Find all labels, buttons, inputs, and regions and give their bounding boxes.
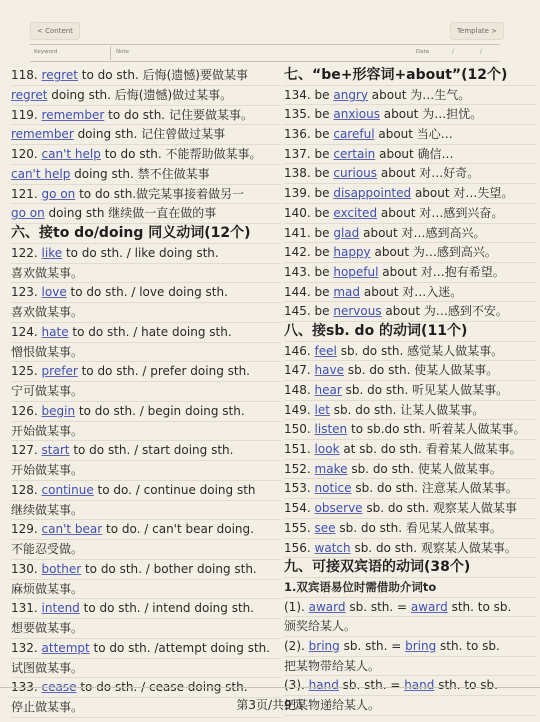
line-text: to do sth. / intend doing sth.: [79, 601, 255, 616]
note-line: [284, 125, 536, 145]
line-text: 145. be: [284, 304, 334, 319]
underlined-term: hear: [314, 383, 342, 397]
note-line: [11, 659, 281, 679]
line-text: about 当心…: [374, 127, 453, 142]
underlined-term: remember: [11, 127, 74, 142]
note-line: [11, 303, 281, 323]
line-text: 142. be: [284, 245, 334, 260]
note-line: [284, 460, 536, 480]
note-line: [11, 106, 281, 126]
line-text: 不能忍受做。: [11, 542, 84, 556]
underlined-term: hopeful: [333, 264, 379, 279]
note-line: [284, 519, 536, 539]
line-text: sb. do sth. 注意某人做某事。: [351, 481, 518, 496]
underlined-term: love: [41, 285, 67, 300]
line-text: to do sth. 不能帮助做某事。: [100, 147, 262, 161]
line-text: about 对…感到兴奋。: [377, 205, 504, 220]
line-text: 125.: [11, 364, 42, 379]
note-line: [11, 402, 281, 422]
line-text: 154.: [284, 501, 315, 516]
note-line: [284, 164, 536, 184]
underlined-term: can't help: [11, 166, 71, 181]
template-nav-button[interactable]: Template >: [450, 22, 504, 40]
line-text: to do sth. / like doing sth.: [62, 245, 219, 260]
line-text: doing sth 继续做一直在做的事: [44, 206, 217, 221]
underlined-term: hand: [404, 678, 435, 693]
line-text: sb. sth. =: [338, 678, 405, 693]
section-heading: [284, 558, 536, 578]
note-line: [284, 243, 536, 263]
line-text: 八、接sb. do 的动词(11个): [284, 322, 468, 339]
note-line: [284, 105, 536, 125]
date-separator: /: [480, 49, 482, 55]
note-line: [284, 184, 536, 204]
line-text: sb. sth. =: [345, 599, 411, 614]
line-text: to do sth. / bother doing sth.: [81, 561, 257, 576]
note-line: [11, 619, 281, 639]
line-text: sb. do sth. 让某人做某事。: [329, 402, 485, 417]
note-line: [11, 461, 281, 481]
line-text: 试图做某事。: [11, 660, 84, 675]
left-column: [11, 66, 281, 718]
underlined-term: listen: [314, 422, 348, 437]
underlined-term: prefer: [41, 364, 78, 379]
note-line: [11, 599, 281, 619]
line-text: about 对…好奇。: [377, 166, 480, 181]
line-text: to do sth. / prefer doing sth.: [77, 364, 250, 379]
line-text: 120.: [11, 147, 42, 161]
line-text: about 对…感到高兴。: [359, 225, 486, 240]
underlined-term: have: [314, 363, 344, 378]
line-text: to do sth. / hate doing sth.: [68, 324, 232, 339]
underlined-term: let: [314, 402, 330, 417]
line-text: to do. / can't bear doing.: [102, 522, 254, 537]
line-text: about 对…入迷。: [360, 284, 463, 299]
line-text: 133.: [11, 680, 42, 695]
note-line: [284, 302, 536, 322]
line-text: to do sth. 后悔(遗憾)要做某事: [77, 68, 248, 82]
line-text: to do sth. / cease doing sth.: [76, 680, 248, 695]
line-text: 149.: [284, 402, 315, 417]
line-text: 开始做某事。: [11, 423, 84, 438]
line-text: 七、“be+形容词+about”(12个): [284, 67, 508, 83]
note-line: [11, 501, 281, 521]
underlined-term: bother: [41, 561, 82, 576]
line-text: 喜欢做某事。: [11, 305, 84, 319]
note-line: [11, 145, 281, 165]
note-line: [11, 66, 281, 86]
keyword-label: Keyword: [34, 49, 58, 55]
line-text: sb. do sth. 感觉某人做某事。: [336, 343, 504, 358]
line-text: 137. be: [284, 146, 334, 161]
underlined-term: look: [314, 442, 340, 457]
note-line: [284, 479, 536, 499]
note-line: [284, 283, 536, 303]
line-text: 135. be: [284, 107, 334, 122]
line-text: 130.: [11, 561, 42, 576]
note-line: [11, 165, 281, 185]
line-text: (2).: [284, 638, 309, 653]
underlined-term: see: [314, 520, 336, 535]
line-text: doing sth. 禁不住做某事: [70, 166, 210, 181]
line-text: to do sth. 记住要做某事。: [104, 107, 253, 122]
underlined-term: angry: [333, 87, 368, 102]
line-text: about 为…担忧。: [379, 107, 483, 122]
line-text: 155.: [284, 520, 315, 535]
underlined-term: begin: [41, 403, 76, 418]
underlined-term: go on: [41, 186, 76, 201]
underlined-term: hate: [41, 324, 69, 339]
note-line: [11, 441, 281, 461]
line-text: to do sth.做完某事接着做另一: [75, 186, 245, 201]
underlined-term: make: [314, 461, 348, 476]
note-line: [284, 86, 536, 106]
underlined-term: excited: [333, 205, 378, 220]
underlined-term: award: [308, 599, 346, 614]
underlined-term: start: [41, 443, 70, 458]
underlined-term: certain: [333, 146, 376, 161]
line-text: (1).: [284, 599, 309, 614]
note-line: [284, 204, 536, 224]
note-line: [11, 639, 281, 659]
note-line: [11, 343, 281, 363]
line-text: 150.: [284, 422, 315, 437]
line-text: 开始做某事。: [11, 463, 84, 477]
note-line: [284, 361, 536, 381]
line-text: 139. be: [284, 186, 334, 201]
section-heading: [284, 66, 536, 86]
note-line: [284, 224, 536, 244]
note-line: [11, 283, 281, 303]
note-line: [11, 204, 281, 224]
line-text: 147.: [284, 363, 315, 378]
line-text: about 为…感到高兴。: [370, 245, 497, 260]
line-text: about 确信…: [375, 146, 454, 161]
underlined-term: award: [410, 599, 448, 614]
line-text: sb. do sth. 使某人做某事。: [344, 363, 499, 378]
line-text: 颁奖给某人。: [284, 619, 357, 634]
line-text: at sb. do sth. 看着某人做某事。: [339, 442, 522, 457]
date-separator: /: [452, 49, 454, 55]
header-top-rule: [30, 44, 500, 45]
line-text: 136. be: [284, 127, 334, 142]
underlined-term: feel: [314, 343, 337, 358]
note-line: [284, 598, 536, 618]
line-text: 140. be: [284, 205, 334, 220]
note-line: [284, 637, 536, 657]
section-heading: [11, 224, 281, 244]
line-text: 146.: [284, 343, 315, 358]
note-line: [11, 382, 281, 402]
note-line: [11, 323, 281, 343]
line-text: sb. do sth. 使某人做某事。: [347, 461, 502, 476]
line-text: 九、可接双宾语的动词(38个): [284, 559, 471, 576]
line-text: 134. be: [284, 87, 334, 102]
line-text: to do sth. / love doing sth.: [66, 285, 228, 300]
note-line: [284, 617, 536, 637]
subsection-heading: [284, 578, 536, 598]
underlined-term: can't help: [41, 147, 101, 161]
line-text: 想要做某事。: [11, 621, 84, 635]
line-text: 122.: [11, 245, 42, 260]
note-line: [11, 244, 281, 264]
underlined-term: mad: [333, 284, 361, 299]
line-text: 144. be: [284, 284, 334, 299]
line-text: 153.: [284, 481, 315, 496]
line-text: 1.双宾语易位时需借助介词to: [284, 579, 437, 594]
note-line: [284, 342, 536, 362]
underlined-term: notice: [314, 481, 352, 496]
line-text: 123.: [11, 285, 42, 300]
line-text: sth. to sb.: [434, 678, 498, 693]
line-text: 143. be: [284, 264, 334, 279]
line-text: 129.: [11, 522, 42, 537]
underlined-term: like: [41, 245, 63, 260]
note-line: [11, 422, 281, 442]
line-text: 继续做某事。: [11, 502, 84, 517]
underlined-term: careful: [333, 127, 375, 142]
line-text: 121.: [11, 186, 42, 201]
note-line: [11, 86, 281, 106]
line-text: 119.: [11, 107, 42, 122]
note-line: [284, 420, 536, 440]
underlined-term: remember: [41, 107, 105, 122]
underlined-term: curious: [333, 166, 378, 181]
line-text: 124.: [11, 324, 42, 339]
section-heading: [284, 322, 536, 342]
note-line: [11, 520, 281, 540]
line-text: sth. to sb.: [447, 599, 512, 614]
note-line: [11, 560, 281, 580]
note-line: [284, 263, 536, 283]
note-label: Note: [116, 49, 130, 55]
notebook-header: [0, 0, 540, 68]
underlined-term: can't bear: [41, 522, 103, 537]
content-nav-button[interactable]: < Content: [30, 22, 80, 40]
page-indicator: 第3页/共9页: [0, 687, 540, 722]
note-line: [284, 381, 536, 401]
underlined-term: nervous: [333, 304, 382, 319]
line-text: sb. sth. =: [339, 638, 406, 653]
line-text: (3).: [284, 678, 309, 693]
line-text: 喜欢做某事。: [11, 265, 84, 280]
note-line: [284, 145, 536, 165]
note-line: [284, 401, 536, 421]
line-text: 麻烦做某事。: [11, 581, 84, 596]
line-text: to do. / continue doing sth: [93, 482, 256, 497]
note-line: [284, 657, 536, 677]
line-text: sb. do sth. 观察某人做某事。: [350, 540, 517, 555]
line-text: doing sth. 后悔(遗憾)做过某事。: [47, 87, 233, 102]
line-text: about 对…抱有希望。: [378, 264, 505, 279]
line-text: 118.: [11, 68, 42, 82]
underlined-term: watch: [314, 540, 351, 555]
underlined-term: intend: [41, 601, 80, 616]
header-divider: [110, 46, 111, 60]
line-text: 156.: [284, 540, 315, 555]
line-text: sth. to sb.: [436, 638, 500, 653]
underlined-term: glad: [333, 225, 360, 240]
line-text: to sb.do sth. 听着某人做某事。: [347, 422, 526, 437]
note-line: [11, 185, 281, 205]
line-text: 把某物带给某人。: [284, 658, 381, 673]
note-line: [284, 539, 536, 559]
underlined-term: disappointed: [333, 186, 412, 201]
underlined-term: anxious: [333, 107, 380, 122]
line-text: about 对…失望。: [411, 186, 514, 201]
line-text: to do sth. / begin doing sth.: [75, 403, 245, 418]
underlined-term: attempt: [41, 640, 90, 655]
right-column: [284, 66, 536, 716]
note-line: [11, 125, 281, 145]
header-bottom-rule: [30, 61, 500, 62]
line-text: about 为…生气。: [367, 87, 471, 102]
line-text: 停止做某事。: [11, 700, 84, 714]
note-line: [284, 440, 536, 460]
underlined-term: happy: [333, 245, 371, 260]
underlined-term: continue: [41, 482, 94, 497]
line-text: to do sth. /attempt doing sth.: [89, 640, 271, 655]
line-text: sb. do sth. 看见某人做某事。: [335, 520, 502, 535]
line-text: 151.: [284, 442, 315, 457]
underlined-term: bring: [308, 638, 340, 653]
line-text: 把某物递给某人。: [284, 698, 381, 712]
note-line: [11, 481, 281, 501]
line-text: 六、接to do/doing 同义动词(12个): [11, 225, 251, 241]
line-text: 憎恨做某事。: [11, 344, 84, 359]
line-text: 128.: [11, 482, 42, 497]
note-line: [11, 580, 281, 600]
underlined-term: go on: [11, 206, 45, 221]
line-text: sb. do sth. 听见某人做某事。: [341, 383, 509, 397]
line-text: to do sth. / start doing sth.: [69, 443, 234, 458]
line-text: 138. be: [284, 166, 334, 181]
date-label: Date: [416, 49, 430, 55]
line-text: about 为…感到不安。: [381, 304, 508, 319]
underlined-term: observe: [314, 501, 363, 516]
line-text: sb. do sth. 观察某人做某事: [362, 501, 517, 516]
line-text: 131.: [11, 601, 42, 616]
underlined-term: regret: [11, 87, 48, 102]
note-line: [11, 264, 281, 284]
underlined-term: regret: [41, 68, 78, 82]
line-text: 148.: [284, 383, 315, 397]
line-text: 141. be: [284, 225, 334, 240]
underlined-term: hand: [308, 678, 339, 693]
line-text: 132.: [11, 640, 42, 655]
line-text: 152.: [284, 461, 315, 476]
line-text: 127.: [11, 443, 42, 458]
note-line: [284, 499, 536, 519]
line-text: 宁可做某事。: [11, 384, 84, 398]
underlined-term: bring: [405, 638, 437, 653]
line-text: doing sth. 记住曾做过某事: [73, 127, 226, 142]
note-line: [11, 362, 281, 382]
line-text: 126.: [11, 403, 42, 418]
note-line: [11, 540, 281, 560]
underlined-term: cease: [41, 680, 77, 695]
